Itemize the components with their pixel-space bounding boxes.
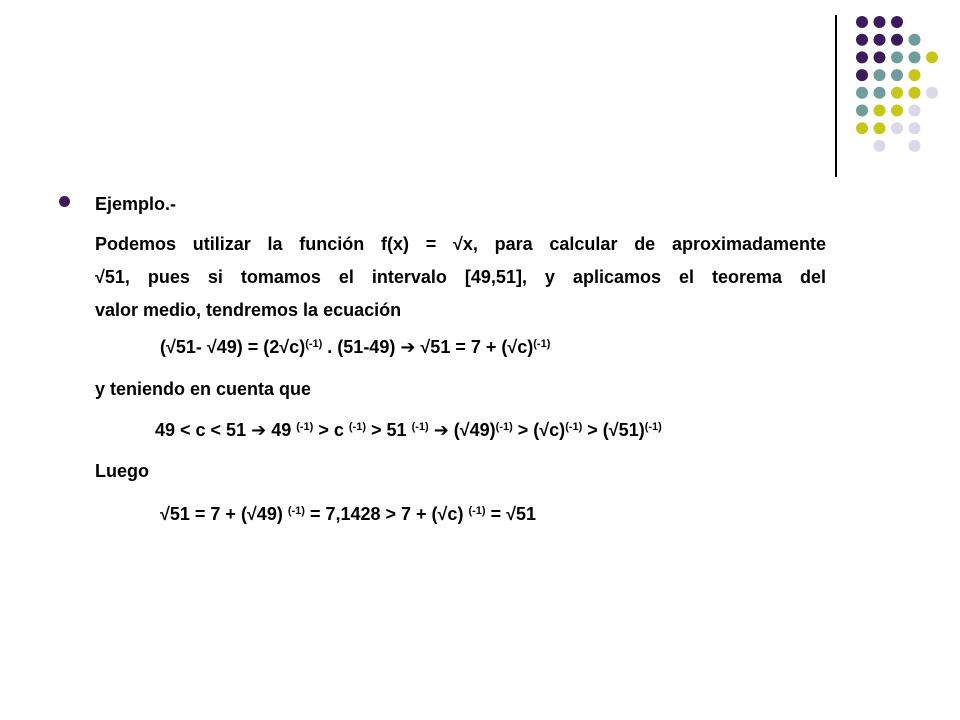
equation-conclusion xyxy=(160,503,536,525)
decorative-dot xyxy=(874,51,886,63)
decorative-dot xyxy=(874,122,886,134)
decorative-dot xyxy=(856,105,868,117)
decorative-dot xyxy=(874,69,886,81)
decorative-dot xyxy=(856,51,868,63)
paragraph-line: √51, pues si tomamos el intervalo [49,51], y aplicamos el teorema del xyxy=(95,267,826,287)
decorative-dot xyxy=(909,122,921,134)
decorative-dot xyxy=(926,51,938,63)
decorative-dot xyxy=(926,87,938,99)
exponent: (-1) xyxy=(565,421,583,433)
decorative-dot xyxy=(909,140,921,152)
paragraph-line: valor medio, tendremos la ecuación xyxy=(95,300,402,320)
eq3-part: = √51 xyxy=(485,504,536,524)
decorative-dot xyxy=(891,16,903,28)
decorative-dot xyxy=(856,16,868,28)
eq2-part: > 51 xyxy=(366,420,407,440)
implies-arrow-icon: ➔ xyxy=(251,420,267,441)
eq3-part: = 7,1428 > 7 + (√c) xyxy=(304,504,464,524)
decorative-dot xyxy=(856,87,868,99)
exponent: (-1) xyxy=(287,505,305,517)
paragraph-line: Podemos utilizar la función f(x) = √x, para calcular de aproximadamente xyxy=(95,234,826,254)
decorative-dot xyxy=(874,105,886,117)
exponent: (-1) xyxy=(644,421,662,433)
decorative-dot xyxy=(856,34,868,46)
eq2-part: > (√51) xyxy=(582,420,645,440)
paragraph xyxy=(95,228,826,327)
equation-mean-value xyxy=(160,336,550,359)
equation-inequality-chain xyxy=(155,419,662,442)
exponent: (-1) xyxy=(411,421,429,433)
decorative-dot xyxy=(874,140,886,152)
decorative-dot xyxy=(909,69,921,81)
decorative-dot xyxy=(909,87,921,99)
decorative-dot xyxy=(891,122,903,134)
exponent: (-1) xyxy=(348,421,366,433)
eq3-part: √51 = 7 + (√49) xyxy=(160,504,283,524)
bullet-icon xyxy=(59,196,70,207)
implies-arrow-icon: ➔ xyxy=(400,337,416,358)
text-taking-into-account: y teniendo en cuenta que xyxy=(95,379,312,399)
decorative-dot xyxy=(891,51,903,63)
eq2-part: 49 xyxy=(266,420,292,440)
eq2-part: > (√c) xyxy=(512,420,566,440)
implies-arrow-icon: ➔ xyxy=(433,420,449,441)
decorative-dot xyxy=(909,34,921,46)
decorative-dot-grid xyxy=(0,0,960,200)
decorative-vertical-line xyxy=(835,15,837,177)
eq2-part: (√49) xyxy=(448,420,496,440)
exponent: (-1) xyxy=(296,421,314,433)
text-luego: Luego xyxy=(95,461,149,481)
decorative-dot xyxy=(856,122,868,134)
decorative-dot xyxy=(874,16,886,28)
exponent: (-1) xyxy=(305,338,323,350)
decorative-dot xyxy=(909,51,921,63)
eq1-left: (√51- √49) = (2√c) xyxy=(160,337,306,357)
eq1-middle: . (51-49) xyxy=(322,337,401,357)
eq1-right: √51 = 7 + (√c) xyxy=(415,337,534,357)
heading: Ejemplo.- xyxy=(95,194,177,214)
decorative-dot xyxy=(891,87,903,99)
decorative-dot xyxy=(891,105,903,117)
decorative-dot xyxy=(909,105,921,117)
eq2-part: 49 < c < 51 xyxy=(155,420,252,440)
exponent: (-1) xyxy=(468,505,486,517)
exponent: (-1) xyxy=(495,421,513,433)
exponent: (-1) xyxy=(533,338,551,350)
decorative-dot xyxy=(874,34,886,46)
decorative-dot xyxy=(874,87,886,99)
decorative-dot xyxy=(891,34,903,46)
eq2-part: > c xyxy=(313,420,344,440)
decorative-dot xyxy=(891,69,903,81)
decorative-dot xyxy=(856,69,868,81)
